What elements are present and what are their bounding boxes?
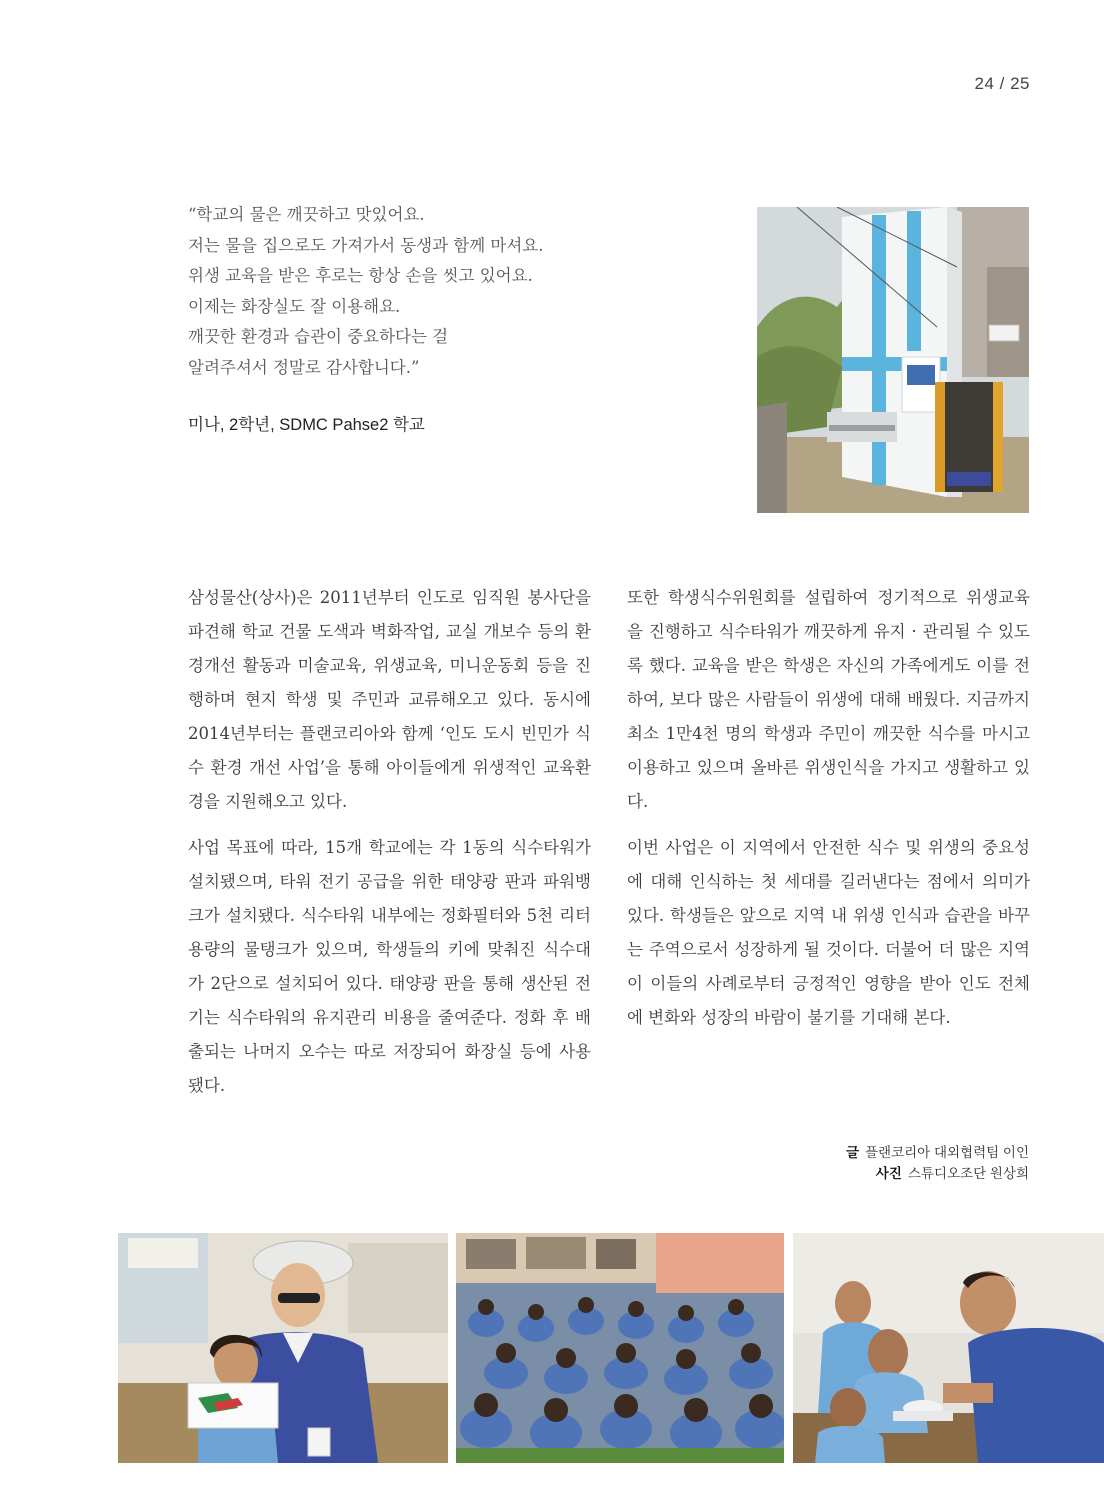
page-number: 24 / 25 xyxy=(974,74,1030,93)
quote-line: 이제는 화장실도 잘 이용해요. xyxy=(188,296,401,316)
quote-line: 알려주셔서 정말로 감사합니다.” xyxy=(188,357,420,377)
photo-label: 사진 xyxy=(875,1166,902,1181)
water-tower-photo xyxy=(757,207,1029,513)
article-paragraph: 이번 사업은 이 지역에서 안전한 식수 및 위생의 중요성에 대해 인식하는 첫 세대를 길러낸다는 점에서 의미가 있다. 학생들은 앞으로 지역 내 위생 인식과 습관을 바꾸는 주역으로서 성장하게 될 것이다. 더불어 더 많은 지역이 이들의 사례로부터 긍정적인 영향을 받아 인도 전체에 변화와 성장의 바람이 불기를 기대해 본다. xyxy=(627,838,1030,1027)
article-paragraph: 삼성물산(상사)은 2011년부터 인도로 임직원 봉사단을 파견해 학교 건물 도색과 벽화작업, 교실 개보수 등의 환경개선 활동과 미술교육, 위생교육, 미니운동회 등을 진행하며 현지 학생 및 주민과 교류해오고 있다. 동시에 2014년부터는 플랜코리아와 함께 ‘인도 도시 빈민가 식수 환경 개선 사업’을 통해 아이들에게 위생적인 교육환경을 지원해오고 있다. xyxy=(188,588,591,811)
quote-attribution: 미나, 2학년, SDMC Pahse2 학교 xyxy=(188,416,425,434)
writer-credit xyxy=(720,1142,1029,1163)
volunteer-helping-students-photo xyxy=(793,1233,1104,1463)
credits xyxy=(720,1142,1029,1184)
quote-line: 저는 물을 집으로도 가져가서 동생과 함께 마셔요. xyxy=(188,235,544,255)
article-paragraph: 또한 학생식수위원회를 설립하여 정기적으로 위생교육을 진행하고 식수타워가 깨끗하게 유지 · 관리될 수 있도록 했다. 교육을 받은 학생은 자신의 가족에게도 이를 전하여, 보다 많은 사람들이 위생에 대해 배웠다. 지금까지 최소 1만4천 명의 학생과 주민이 깨끗한 식수를 마시고 이용하고 있으며 올바른 위생인식을 가지고 생활하고 있다. xyxy=(627,588,1030,811)
writer-label: 글 xyxy=(845,1145,859,1160)
article-paragraph: 사업 목표에 따라, 15개 학교에는 각 1동의 식수타워가 설치됐으며, 타워 전기 공급을 위한 태양광 판과 파워뱅크가 설치됐다. 식수타워 내부에는 정화필터와 5천 리터 용량의 물탱크가 있으며, 학생들의 키에 맞춰진 식수대가 2단으로 설치되어 있다. 태양광 판을 통해 생산된 전기는 식수타워의 유지관리 비용을 줄여준다. 정화 후 배출되는 나머지 오수는 따로 저장되어 화장실 등에 사용됐다. xyxy=(188,838,591,1095)
writer-name: 플랜코리아 대외협력팀 이인 xyxy=(865,1145,1029,1160)
photographer-name: 스튜디오조단 원상희 xyxy=(907,1166,1029,1181)
volunteer-with-girl-photo xyxy=(118,1233,448,1463)
quote-line: 위생 교육을 받은 후로는 항상 손을 씻고 있어요. xyxy=(188,266,533,285)
photo-credit xyxy=(720,1163,1029,1184)
article-column-right xyxy=(627,581,1030,1035)
student-quote xyxy=(188,200,688,383)
article-column-left xyxy=(188,581,591,1103)
quote-line: 깨끗한 환경과 습관이 중요하다는 걸 xyxy=(188,327,449,346)
quote-line: “학교의 물은 깨끗하고 맛있어요. xyxy=(188,205,425,224)
students-crowd-photo xyxy=(456,1233,784,1463)
